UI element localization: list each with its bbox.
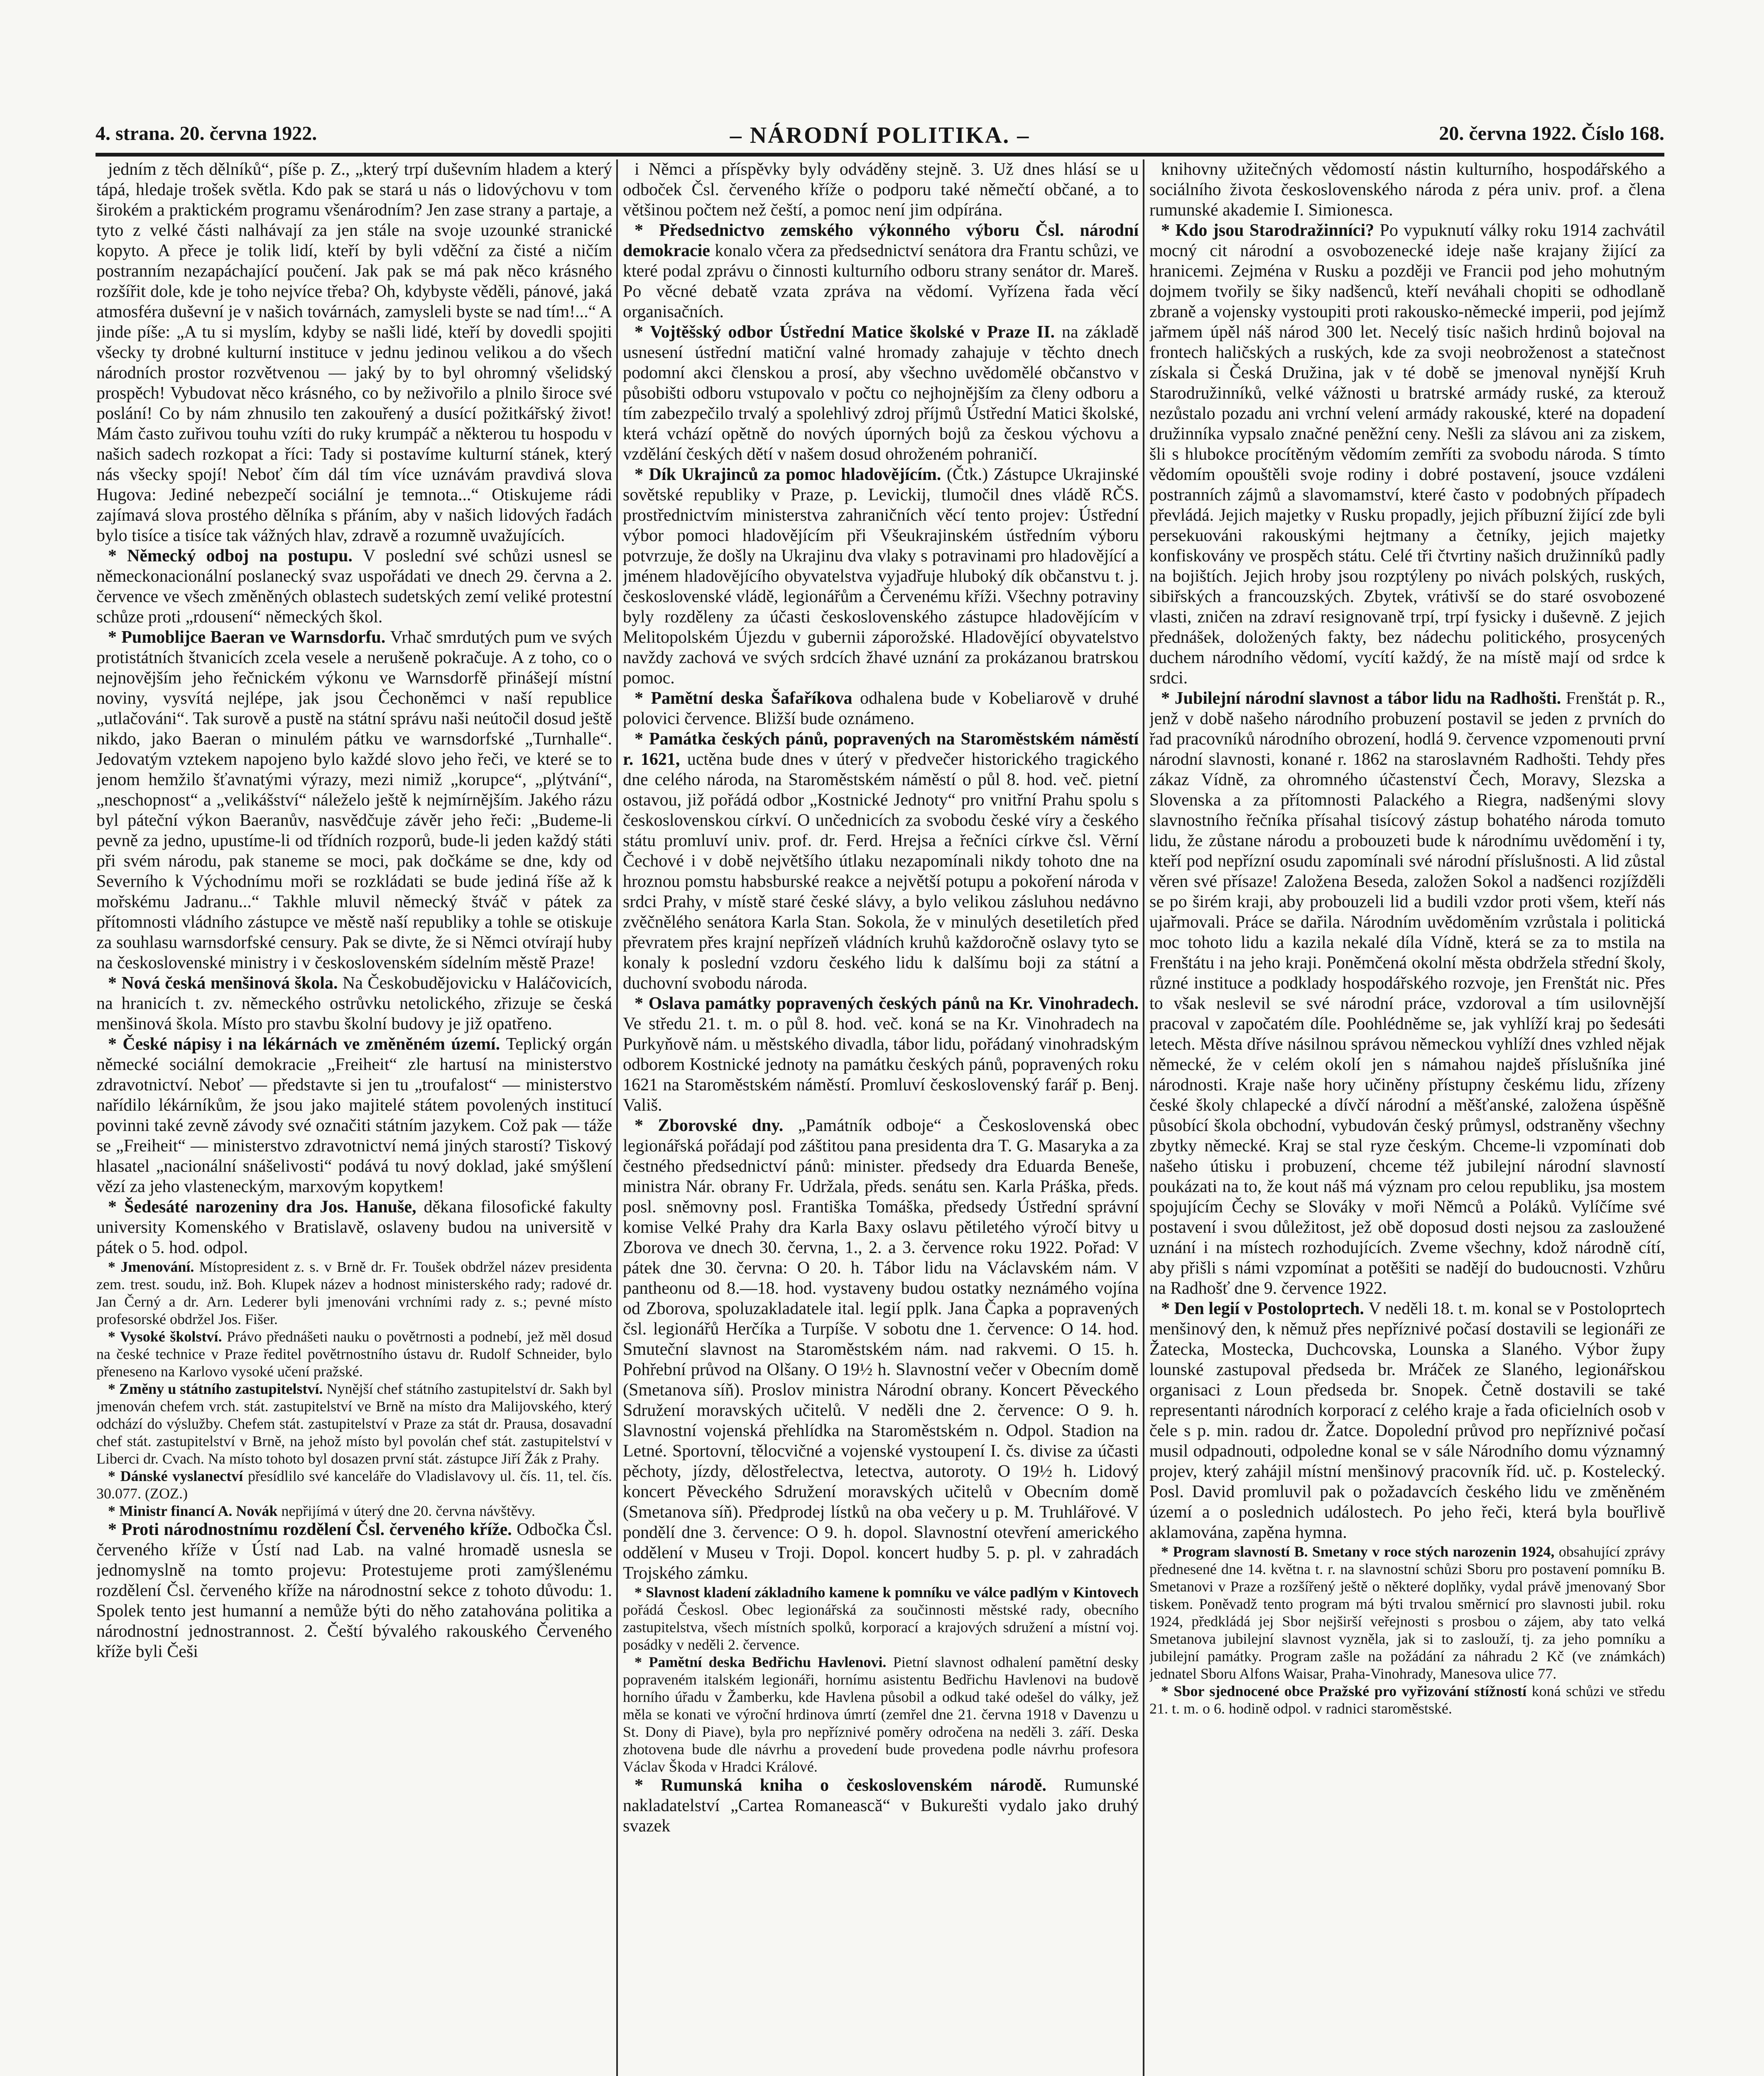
issue-date-number: 20. června 1922. Číslo 168. bbox=[1439, 122, 1664, 144]
article-text: Na Českobudějovicku v Haláčovicích, na hranicích t. zv. německého ostrůvku netolického, zřizuje se česká menšinová škola. Místo pro stavbu školní budovy je již opatřeno. bbox=[96, 974, 612, 1033]
article-text: V neděli 18. t. m. konal se v Postoloprtech menšinový den, k němuž přes nepříznivé počasí dostavili se legionáři ze Žatecka, Mostecka, Duchcovska, Lounska a Slaného. Výbor župy lounské zastupoval předseda br. Mráček ze Slaného, legionářskou organisaci z Loun předseda br. Snopek. Četně dostavili se také representanti národních korporací z celého kraje a řada oficielních osob v čele s p. min. radou dr. Žatce. Dopolední průvod pro nepříznivé počasí musil odpadnouti, odpoledne konal se v sále Národního domu významný projev, který zahájil místní menšinový pracovník říd. uč. p. Kostelecký. Posl. David promluvil pak o požadavcích českého lidu ve změněném území a o poslednich událostech. Po jeho řeči, která byla bouřlivě aklamována, zapěna hymna. bbox=[1149, 1299, 1665, 1542]
article-text: Rumunské nakladatelství „Cartea Romanească“ v Bukurešti vydalo jako druhý svazek bbox=[623, 1776, 1139, 1836]
article-paragraph bbox=[1149, 220, 1665, 688]
column-divider bbox=[1143, 159, 1144, 2076]
article-headline: * Rumunská kniha o československém národě. bbox=[635, 1776, 1064, 1795]
page-header bbox=[96, 120, 1664, 155]
article-headline: * Ministr financí A. Novák bbox=[108, 1503, 282, 1519]
article-headline: * Jubilejní národní slavnost a tábor lidu na Radhošti. bbox=[1161, 689, 1566, 708]
article-headline: * České nápisy i na lékárnách ve změněném území. bbox=[108, 1035, 506, 1054]
article-text: knihovny užitečných vědomostí nástin kulturního, hospodářského a sociálního života československého národa z péra univ. prof. a člena rumunské akademie I. Simionesca. bbox=[1149, 160, 1665, 220]
article-text: Po vypuknutí války roku 1914 zachvátil mocný cit národní a osvobozenecké ideje naše krajany žijící za hranicemi. Zejména v Rusku a později ve Francii pod jeho mohutným dojmem tvořily se šiky nadšenců, kteří neváhali chopiti se odhodlaně zbraně a vojensky vystoupiti proti rakousko-německé imperii, pod jejímž jařmem úpěl náš národ 300 let. Necelý tisíc našich hrdinů bojoval na frontech haličských a ruských, kde za svoji neobroženost a statečnost získala si Česká Družina, jak v té době se jmenoval nynější Kruh Starodružinníků, velké vážnosti u bratrské armády ruské, za kterouž nezůstalo pozadu ani vrchní velení armády rakouské, které na dopadení družinníka vypsalo značné peněžní ceny. Nešli za slávou ani za ziskem, šli s hlubokce procítěným vědomím zemříti za svobodu národa. S tímto vědomím opouštěli svoje rodiny i dobré postavení, jsouce vzdáleni postranních zájmů a slavomamství, které často v podobných případech převládá. Jejich majetky v Rusku propadly, jejich příbuzní žijící zde byli persekuováni rakouskými hejtmany a četníky, jejich majetky konfiskovány ve prospěch státu. Celé tři čtvrtiny našich družinníků padly na bojištích. Jejich hroby jsou rozptýleny po nivách polských, ruských, sibiřských a francouzských. Zbytek, vrátivší se do staré osvobozené vlasti, zničen na zdraví resignovaně trpí, trpí fysicky i duševně. Z jejich přednášek, doložených fakty, bez nádechu politického, prosycených duchem národního vědomí, vycítí každý, že na místě mají od srdce k srdci. bbox=[1149, 221, 1665, 688]
article-text: Frenštát p. R., jenž v době našeho národního probuzení postavil se jeden z prvních do řad pracovníků národního obrození, hodlá 9. července vzpomenouti první národní slavnosti, konané r. 1862 na staroslavném Radhošti. Tehdy přes zákaz Vídně, za ohromného účastenství Čech, Moravy, Slezska a Slovenska a za přítomnosti Palackého a Riegra, nadšenými slovy slavnostního řečníka přísahal tisícový zástup bohatého národa tomuto lidu, že zůstane národu a probouzeti bude k národnímu uvědomění i ty, kteří pod nepřízní osudu zapomínali své národní příslušnosti. A lid zůstal věren své přísaze! Založena Beseda, založen Sokol a nadšenci rozjížděli se po širém kraji, aby probouzeli lid a budili vzdor proti všem, kteří nás ujařmovali. Práce se dařila. Národním uvědoměním vzrůstala i politická moc tohoto lidu a kazila nekalé díla Vídně, která se za to mstila na Frenštátu i na jeho kraji. Poněmčená okolní města obdržela střední školy, různé instituce a podklady hospodářského rozvoje, jen Frenštát nic. Přes to však neslevil se své národní práce, vzdoroval a tím usilovnější pracoval v započatém díle. Poohlédněme se, jak vyhlíží kraj po šedesáti letech. Města dříve násilnou správou německou vyhlíží dnes vzhled nějak německé, že v celém okolí jen s námahou najdeš příslušníka jiné národnosti. Kraje naše hory učiněny přístupny českému lidu, zřízeny české školy chlapecké a dívčí národní a měšťanské, založena úspěšně působící škola obchodní, vybudován český průmysl, odstraněny všechny zbytky německé. Kraj se stal ryze českým. Chceme-li vzpomínati dob našeho útisku i probuzení, chceme též jubilejní národní slavností poukázati na to, že kout náš má význam pro celou republiku, jsa mostem spojujícím Čechy se Slováky v moři Němců a Poláků. Vylíčíme své postavení i svou důležitost, jež obě doposud dosti nejsou za zasloužené uznání i na místech rozhodujících. Zveme všechny, kdož národně cítí, aby přišli s námi vzpomínat a potěšiti se nadějí do budoucnosti. Vzhůru na Radhošť dne 9. července 1922. bbox=[1149, 689, 1665, 1298]
article-headline: * Den legií v Postoloprtech. bbox=[1161, 1299, 1369, 1318]
article-headline: * Sbor sjednocené obce Pražské pro vyřizování stížností bbox=[1161, 1683, 1532, 1699]
article-text: „Památník odboje“ a Československá obec legionářská pořádají pod záštitou pana presidenta dra T. G. Masaryka a za čestného předsednictví pánů: minister. předsedy dra Eduarda Beneše, ministra Nár. obrany Fr. Udržala, předs. senátu sen. Karla Práška, předs. posl. sněmovny posl. Františka Tomáška, předsedy Ústřední správní komise Velké Prahy dra Karla Baxy oslavu pětiletého výročí bitvy u Zborova ve dnech 30. června, 1., 2. a 3. července roku 1922. Pořad: V pátek dne 30. června: O 20. h. Tábor lidu na Václavském nám. V pantheonu od 8.—18. hod. vystaveny budou ostatky neznámého vojína od Zborova, spoluzakladatele ital. legií pplk. Jana Čapka a popravených čsl. legionářů Herčíka a Turpíše. V sobotu dne 1. července: O 14. hod. Smuteční slavnost na Staroměstském nám. nad rakvemi. O 15. h. Pohřební průvod na Olšany. O 19½ h. Slavnostní večer v Obecním domě (Smetanova síň). Proslov ministra Národní obrany. Koncert Pěveckého Sdružení moravských učitelů. V neděli dne 2. července: O 9. h. Slavnostní vojenská přehlídka na Staroměstském n. Odpol. Stadion na Letné. Sportovní, tělocvičné a vojenské vystoupení I. čs. divise za účasti pěchoty, jízdy, dělostřelectva, letectva, autoroty. O 19½ h. Lidový koncert Pěveckého Sdružení moravských učitelů v Obecním domě (Smetanova síň). Předprodej lístků na oba večery u p. M. Truhlářové. V pondělí dne 3. července: O 9. h. dopol. Slavnostní otevření amerického oddělení v Museu v Troji. Dopol. koncert hudby 5. p. pl. v zahradách Trojského zámku. bbox=[623, 1116, 1139, 1583]
article-paragraph bbox=[1149, 688, 1665, 1299]
article-headline: * Oslava památky popravených českých pánů na Kr. Vinohradech. bbox=[635, 994, 1139, 1013]
article-paragraph bbox=[96, 1380, 612, 1467]
article-paragraph bbox=[96, 1034, 612, 1197]
header-rule bbox=[96, 153, 1664, 157]
article-paragraph bbox=[96, 627, 612, 973]
column-divider bbox=[616, 159, 618, 2076]
article-headline: * Změny u státního zastupitelství. bbox=[108, 1381, 327, 1397]
article-paragraph bbox=[623, 159, 1139, 220]
article-text: Odbočka Čsl. červeného kříže v Ústí nad Lab. na valné hromadě usnesla se jednomyslně na tomto projevu: Protestujeme proti zamýšlenému rozdělení Čsl. červeného kříže na národnostní sekce z tohoto důvodu: 1. Spolek tento jest humanní a nemůže býti do něho zatahována politika a národnostní jednostrannost. 2. Čeští bývalého rakouského Červeného kříže byli Češi bbox=[96, 1520, 612, 1661]
column-3 bbox=[1149, 159, 1665, 2076]
article-text: obsahující zprávy přednesené dne 14. května t. r. na slavnostní schůzi Sboru pro postavení pomníku B. Smetanovi v Praze a rozšířený ještě o některé doplňky, vydal právě jmenovaný Sbor tiskem. Poněvadž tento program má býti trvalou směrnicí pro slavnosti jubil. roku 1924, předkládá jej Sbor nejširší veřejnosti s prosbou o zájem, aby tato velká Smetanova jubilejní slavnost vyzněla, jak si to zaslouží, tj. za jeho pomníku a jubilejní památky. Program zašle na požádání za náhradu 2 Kč (ve známkách) jednatel Sboru Alfons Waisar, Praha-Vinohrady, Manesova ulice 77. bbox=[1149, 1543, 1665, 1682]
article-headline: * Pamětní deska Bedřichu Havlenovi. bbox=[635, 1654, 893, 1670]
article-headline: * Vojtěšský odbor Ústřední Matice školské v Praze II. bbox=[635, 323, 1062, 342]
article-paragraph bbox=[623, 220, 1139, 322]
article-text: i Němci a příspěvky byly odváděny stejně. 3. Už dnes hlásí se u odboček Čsl. červeného kříže o podporu také němečtí občané, a to většinou počtem než čeští, a pomoc není jim odpírána. bbox=[623, 160, 1139, 220]
article-text: odhalena bude v Kobeliarově v druhé polovici července. Bližší bude oznámeno. bbox=[623, 689, 1139, 728]
article-paragraph bbox=[623, 688, 1139, 729]
article-headline: * Dík Ukrajinců za pomoc hladovějícím. bbox=[635, 465, 947, 484]
article-paragraph bbox=[623, 994, 1139, 1116]
page-number-date: 4. strana. 20. června 1922. bbox=[96, 122, 317, 144]
article-headline: * Památka českých pánů, popravených na Staroměstském náměstí r. 1621, bbox=[623, 730, 1139, 769]
article-paragraph bbox=[1149, 1682, 1665, 1717]
article-text: (Čtk.) Zástupce Ukrajinské sovětské republiky v Praze, p. Levickij, tlumočil dnes vládě RČS. prostřednictvím ministerstva zahraničních věcí tento projev: Ústřední výbor pomoci hladovějícím při Všeukrajinském ústředním výboru potvrzuje, že došly na Ukrajinu dva vlaky s potravinami pro hladovějící a jménem hladovějícího obyvatelstva vyjadřuje hluboký dík občanstvu t. j. československé vládě, legionářům a Červenému kříži. Všechny potraviny byly rozděleny za účasti československého zástupce hladovějícím v Melitopolském Újezdu v gubernii záporožské. Hladovějící obyvatelstvo navždy zachová ve svých srdcích žhavé uznání za prokázanou bratrskou pomoc. bbox=[623, 465, 1139, 688]
article-headline: * Nová česká menšinová škola. bbox=[108, 974, 343, 993]
article-headline: * Pamětní deska Šafaříkova bbox=[635, 689, 860, 708]
column-1 bbox=[96, 159, 612, 2076]
article-text: děkana filosofické fakulty university Komenského v Bratislavě, oslaveny budou na universitě v pátek o 5. hod. odpol. bbox=[96, 1197, 612, 1257]
article-headline: * Zborovské dny. bbox=[635, 1116, 798, 1135]
article-text: Právo přednášeti nauku o povětrnosti a podnebí, jež měl dosud na české technice v Praze ředitel povětrnostního ústavu dr. Rudolf Schneider, bylo přeneseno na Karlovo vysoké učení pražské. bbox=[96, 1328, 612, 1380]
article-paragraph bbox=[623, 465, 1139, 688]
article-headline: * Jmenování. bbox=[108, 1258, 199, 1275]
article-text: Ve středu 21. t. m. o půl 8. hod. več. koná se na Kr. Vinohradech na Purkyňově nám. u městského divadla, tábor lidu, pořádaný vinohradským odborem Kostnické jednoty na památku českých pánů, popravených roku 1621 na Staroměstském náměstí. Promluví československý farář p. Benj. Vališ. bbox=[623, 1014, 1139, 1115]
article-paragraph bbox=[1149, 1299, 1665, 1543]
article-headline: * Německý odboj na postupu. bbox=[108, 546, 363, 566]
article-text: pořádá Českosl. Obec legionářská za součinnosti městské rady, obecního zastupitelstva, všech místních spolků, korporací a krajových sdružení a místní voj. posádky v neděli 2. července. bbox=[623, 1601, 1139, 1653]
article-text: přesídlilo své kanceláře do Vladislavovy ul. čís. 11, tel. čís. 30.077. (ZOZ.) bbox=[96, 1468, 612, 1502]
article-paragraph bbox=[623, 1584, 1139, 1653]
article-paragraph bbox=[96, 1328, 612, 1380]
article-text: konalo včera za předsednictví senátora dra Frantu schůzi, ve které podal zprávu o činnosti kulturního odboru strany senátor dr. Mareš. Po věcné debatě vzata zpráva na vědomí. Vyřízena řada věcí organisačních. bbox=[623, 241, 1139, 321]
article-paragraph bbox=[623, 1775, 1139, 1836]
article-text: Nynější chef státního zastupitelství dr. Sakh byl jmenován chefem vrch. stát. zastupitelství ve Brně na místo dra Malijovského, který odchází do výslužby. Chefem stát. zastupitelství v Praze za stát dr. Prausa, dosavadní chef stát. zastupitelství v Brně, na jehož místo byl povolán chef stát. zastupitelství v Liberci dr. Cvach. Na místo tohoto byl dosazen první stát. zástupce Jiří Žák z Prahy. bbox=[96, 1381, 612, 1467]
article-text: na základě usnesení ústřední matiční valné hromady zahajuje v těchto dnech podomní akci členskou a prosí, aby všechno uvědomělé občanstvo v působišti odboru vstupovalo v počtu co nejhojnějším za členy odboru a tím zabezpečilo trvalý a spolehlivý zdroj příjmů Ústřední Matici školské, která vchází opětně do nových úporných bojů za českou výchovu a vzdělání českých dětí v našem dosud ohroženém pohraničí. bbox=[623, 323, 1139, 464]
article-headline: * Program slavností B. Smetany v roce stých narozenin 1924, bbox=[1161, 1543, 1559, 1560]
article-headline: * Šedesáté narozeniny dra Jos. Hanuše, bbox=[108, 1197, 424, 1217]
column-2 bbox=[623, 159, 1139, 2076]
article-text: uctěna bude dnes v úterý v předvečer historického tragického dne celého národa, na Staroměstském náměstí o půl 8. hod. več. pietní ostavou, již pořádá odbor „Kostnické Jednoty“ pro vnitřní Prahu spolu s československou církví. O unčednicích za svobodu české víry a českého státu promluví univ. prof. dr. Ferd. Hrejsa a řečníci církve čsl. Věrní Čechové i v době největšího útlaku nezapomínali nikdy tohoto dne na hroznou pomstu habsburské reakce a největší potupu a pokoření národa v srdci Prahy, v místě staré české slávy, a bylo velikou zásluhou nedávno zvěčnělého senátora Karla Stan. Sokola, že v minulých desetiletích před převratem přes krajní nepřízeň vládních kruhů každoročně oslavy tyto se konaly k poslední vzdoru českého lidu k dalšímu boji za státní a duchovní svobodu národa. bbox=[623, 750, 1139, 993]
article-paragraph bbox=[96, 1197, 612, 1258]
article-headline: * Vysoké školství. bbox=[108, 1328, 227, 1345]
article-paragraph bbox=[623, 1653, 1139, 1775]
article-paragraph bbox=[623, 729, 1139, 994]
article-paragraph bbox=[96, 546, 612, 627]
article-headline: * Proti národnostnímu rozdělení Čsl. červeného kříže. bbox=[108, 1520, 517, 1539]
article-text: Místopresident z. s. v Brně dr. Fr. Toušek obdržel název presidenta zem. trest. soudu, inž. Boh. Klupek název a hodnost ministerského rady; radové dr. Jan Černý a dr. Arn. Lederer byli jmenováni vrchními rady z. s.; pevné místo profesorské obdržel Jos. Fišer. bbox=[96, 1258, 612, 1327]
article-paragraph bbox=[96, 973, 612, 1034]
article-paragraph bbox=[96, 1520, 612, 1662]
article-paragraph bbox=[623, 1116, 1139, 1584]
article-text: Teplický orgán německé sociální demokracie „Freiheit“ zle hartusí na ministerstvo zdravotnictví. Neboť — představte si jen tu „troufalost“ — ministerstvo nařídilo lékárníkům, že jsou jako majitelé státem povolených institucí povinni také zevně závody své označiti státním jazykem. Což pak — táže se „Freiheit“ — ministerstvo zdravotnictví nemá jiných starostí? Tiskový hlasatel „nacionální snášelivosti“ podává tu nový doklad, jaké smýšlení vězí za jeho vlasteneckým, marxovým kopytkem! bbox=[96, 1035, 612, 1196]
article-headline: * Kdo jsou Starodražinníci? bbox=[1161, 221, 1380, 240]
article-paragraph bbox=[1149, 1543, 1665, 1682]
newspaper-title: – NÁRODNÍ POLITIKA. – bbox=[730, 122, 1030, 148]
article-paragraph bbox=[1149, 159, 1665, 220]
article-headline: * Slavnost kladení základního kamene k pomníku ve válce padlým v Kintovech bbox=[635, 1584, 1139, 1601]
article-paragraph bbox=[96, 1258, 612, 1328]
article-paragraph bbox=[96, 1467, 612, 1502]
article-text: jedním z těch dělníků“, píše p. Z., „který trpí duševním hladem a který tápá, hledaje trošek světla. Kdo pak se stará u nás o lidovýchovu v tom širokém a praktickém programu všenárodním? Jen zase strany a partaje, a tyto z velké části nalhávají za jen stále na svoje uzounké stranické kopyto. A přece je tolik lidí, kteří by byli vděční za čisté a ničím postranním nezapáchající poučení. Jak pak se má pak něco krásného rozšířit dole, kde je toho nejvíce třeba? Oh, kdybyste věděli, pánové, jaká atmosféra duševní je v našich továrnách, zamysleli byste se nad tím!...“ A jinde píše: „A tu si myslím, kdyby se našli lidé, kteří by dovedli spojiti všecky ty drobné kulturní instituce v jednu jedinou velikou a do všech národních prostor rozvětvenou — jaký by to byl ohromný všelidský prospěch! Vybudovat něco krásného, co by neživořilo a plnilo široce své poslání! Co by nám zhnusilo ten zakouřený a dusící požitkářský život! Mám často zuřivou touhu vzíti do ruky krumpáč a některou tu hospodu v našich sadech rozkopat a říci: Tady si postavíme kulturní stánek, který nás všecky spojí! Neboť čím dál tím více uznávám pravdivá slova Hugova: Jediné nebezpečí sociální je temnota...“ Otiskujeme rádi zajímavá slova prostého dělníka s přáním, aby v našich lidových řadách bylo tisíce a tisíce tak vážných hlav, zdravě a rozumně uvažujících. bbox=[96, 160, 612, 545]
article-paragraph bbox=[96, 1502, 612, 1520]
article-text: nepřijímá v úterý dne 20. června návštěvy. bbox=[281, 1503, 535, 1519]
article-text: koná schůzi ve středu 21. t. m. o 6. hodině odpol. v radnici staroměstské. bbox=[1149, 1683, 1665, 1717]
article-text: V poslední své schůzi usnesl se německonacionální poslanecký svaz uspořádati ve dnech 29. června a 2. července ve všech změněných oblastech sudetských zemí veliké protestní schůze proti „rdousení“ německých škol. bbox=[96, 546, 612, 627]
article-text: Pietní slavnost odhalení pamětní desky popraveném italském legionáři, hornímu asistentu Bedřichu Havlenovi na budově horního úřadu v Žamberku, kde Havlena působil a odkud také odešel do války, jež měla se konati ve výroční hrdinova úmrtí (zemřel dne 21. června 1918 v Davenzu u St. Dony di Piave), byla pro nepříznivé poměry odročena na neděli 3. září. Deska zhotovena bude dle návrhu a provedení bude provedena podle návrhu profesora Václav Škoda v Hradci Králové. bbox=[623, 1654, 1139, 1775]
article-headline: * Předsednictvo zemského výkonného výboru Čsl. národní demokracie bbox=[623, 221, 1139, 260]
article-paragraph bbox=[623, 322, 1139, 465]
article-headline: * Dánské vyslanectví bbox=[108, 1468, 248, 1484]
article-text: Vrhač smrdutých pum ve svých protistátních štvanicích zcela vesele a nerušeně pokračuje. A z toho, co o nejnovějším jeho řečnickém výkonu ve Warnsdorfě přinášejí místní noviny, vysvítá nejlépe, jak jsou Čechoněmci v naší republice „utlačováni“. Tak surově a pustě na státní správu naši neútočil dosud ještě nikdo, jako Baeran o minulém pátku ve warnsdorfské „Turnhalle“. Jedovatým vztekem napojeno bylo každé slovo jeho řeči, ve které se to jenom hemžilo šťavnatými výrazy, mezi nimiž „korupce“, „plýtvání“, „neschopnost“ a „velikášství“ náleželo ještě k nejmírnějším. Jakého rázu byl páteční výkon Baeranův, nasvědčuje závěr jeho řeči: „Budeme-li pevně za jedno, upustíme-li od třídních rozporů, bude-li jeden každý státi při svém národu, pak staneme se moci, pak dočkáme se dne, kdy od Severního k Východnímu moři se rozkládati se bude jediná říše až k mořskému Jadranu...“ Takhle mluvil německý štváč v pátek za přítomnosti vládního zástupce ve městě naší republiky a tohle se otiskuje za souhlasu warnsdorfské censury. Pak se divte, že si Němci otvírají huby na československé ministry i v československém sídelním městě Praze! bbox=[96, 628, 612, 972]
article-headline: * Pumoblijce Baeran ve Warnsdorfu. bbox=[108, 628, 390, 647]
article-paragraph bbox=[96, 159, 612, 546]
